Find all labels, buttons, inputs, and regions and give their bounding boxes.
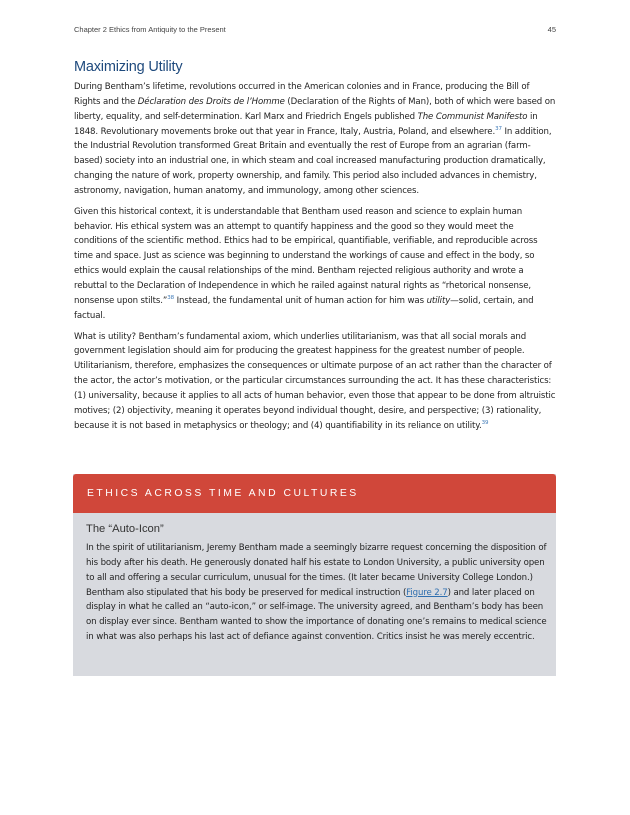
footnote-ref-39[interactable]: 39: [481, 419, 489, 426]
text-run: Given this historical context, it is understandable that Bentham used reason and science to explain human behavior. His ethical system was an attempt to quantify happiness and the good so they would meet the conditions of the scientific method. Ethics had to be empirical, quantifiable, verifiable, and reproducible across time and space. Just as science was beginning to understand the workings of cause and effect in the body, so ethics would explain the causal relationships of the mind. Bentham rejected religious authority and wrote a rebuttal to the Declaration of Independence in which he railed against natural rights as “rhetorical nonsense, nonsense upon stilts.”: [74, 206, 538, 306]
feature-box: [73, 474, 556, 676]
text-run: ) and later placed on display in what he called an “auto-icon,” or self-image. The university agreed, and Bentham’s body has been on display ever since. Bentham wanted to show the importance of donating one’s remains to medical science in what was also perhaps his last act of defiance against convention. Critics insist he was merely eccentric.: [86, 587, 547, 643]
text-run: —solid, certain, and factual.: [74, 295, 534, 321]
text-run: During Bentham’s lifetime, revolutions occurred in the American colonies and in France, producing the Bill of Rights and the: [74, 82, 530, 107]
italic-title: Déclaration des Droits de l’Homme: [137, 96, 285, 107]
feature-header: ETHICS ACROSS TIME AND CULTURES: [73, 474, 556, 513]
text-run: in 1848. Revolutionary movements broke out that year in France, Italy, Austria, Poland, and elsewhere.: [74, 111, 538, 137]
paragraph-historical-context: [74, 205, 558, 324]
paragraph-what-is-utility: [74, 330, 558, 434]
body-text: [74, 80, 558, 439]
section-title: Maximizing Utility: [74, 59, 183, 75]
chapter-title: Chapter 2 Ethics from Antiquity to the Present: [74, 25, 226, 34]
page-number: 45: [547, 25, 556, 34]
feature-title: The “Auto-Icon”: [86, 523, 164, 535]
paragraph-revolutions: [74, 80, 558, 199]
italic-title: The Communist Manifesto: [417, 111, 528, 122]
italic-term: utility: [426, 295, 451, 306]
figure-link[interactable]: Figure 2.7: [406, 587, 448, 598]
text-run: (Declaration of the Rights of Man), both of which were based on liberty, equality, and self-determination. Karl Marx and Friedrich Engels published: [74, 96, 556, 122]
text-run: What is utility? Bentham’s fundamental axiom, which underlies utilitarianism, was that all social morals and government legislation should aim for producing the greatest happiness for the greatest number of people. Utilitarianism, therefore, emphasizes the consequences or ultimate purpose of an act rather than the character of the actor, the actor’s motivation, or the particular circumstances surrounding the act. It has these characteristics: (1) universality, because it applies to all acts of human behavior, even those that appear to be done from altruistic motives; (2) objectivity, meaning it operates beyond individual thought, desire, and perspective; (3) rationality, because it is not based in metaphysics or theology; and (4) quantifiability in its reliance on utility.: [74, 331, 556, 431]
text-run: In the spirit of utilitarianism, Jeremy Bentham made a seemingly bizarre request concerning the disposition of his body after his death. He generously donated half his estate to London University, a public university open to all and offering a secular curriculum, unusual for the times. (It later became University College London.) Bentham also stipulated that his body be preserved for medical instruction (: [86, 543, 547, 598]
footnote-ref-38[interactable]: 38: [167, 294, 174, 301]
text-run: In addition, the Industrial Revolution transformed Great Britain and eventually the rest of Europe from an agrarian (farm-based) society into an industrial one, in which steam and coal increased manufacturing production dramatically, changing the nature of work, property ownership, and family. This period also included advances in chemistry, astronomy, navigation, human anatomy, and immunology, among other sciences.: [74, 126, 552, 196]
text-run: Instead, the fundamental unit of human action for him was: [173, 295, 427, 306]
footnote-ref-37[interactable]: 37: [495, 125, 502, 132]
feature-body: [86, 541, 548, 645]
